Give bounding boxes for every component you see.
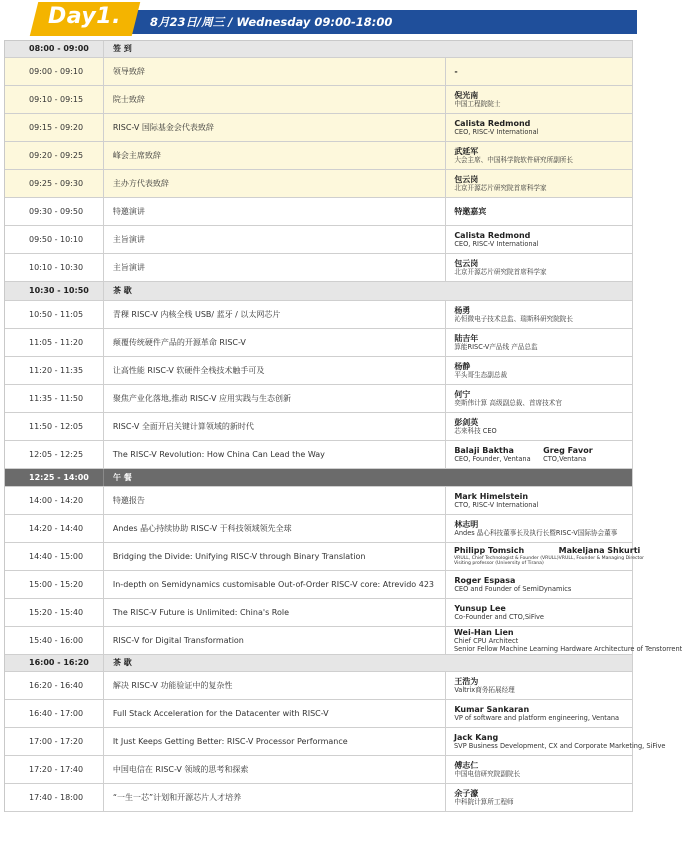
session-time: 14:40 - 15:00 [5, 543, 104, 570]
session-time: 17:00 - 17:20 [5, 728, 104, 755]
session-time: 10:10 - 10:30 [5, 254, 104, 281]
session-row [5, 114, 633, 142]
session-topic: 院士致辞 [104, 86, 446, 113]
session-topic: 中国电信在 RISC-V 领域的思考和探索 [104, 756, 446, 783]
session-speaker [446, 198, 633, 225]
session-topic: 解决 RISC-V 功能验证中的复杂性 [104, 672, 446, 699]
break-row [5, 655, 633, 672]
speaker-title: 中国电信研究院副院长 [454, 770, 521, 779]
speaker-name: Wei-Han Lien [454, 627, 514, 637]
session-speaker [446, 515, 633, 542]
session-speaker [446, 385, 633, 412]
session-row [5, 728, 666, 756]
speaker-name: 杨静 [454, 361, 471, 371]
speaker-name: Calista Redmond [454, 118, 531, 128]
speaker-title: CTO, RISC-V International [454, 501, 539, 510]
session-time: 15:00 - 15:20 [5, 571, 104, 598]
speaker-column [454, 446, 543, 464]
speaker-title: CEO, Founder, Ventana [454, 455, 531, 464]
speaker-name: Balaji Baktha [454, 445, 514, 455]
speaker-name: Kumar Sankaran [454, 704, 530, 714]
session-topic: 颠覆传统硬件产品的开源革命 RISC-V [104, 329, 446, 356]
session-row [5, 543, 645, 571]
speaker-name: Calista Redmond [454, 230, 531, 240]
session-row [5, 142, 633, 170]
session-topic: Full Stack Acceleration for the Datacenter with RISC-V [104, 700, 446, 727]
speaker-name: 武延军 [454, 146, 479, 156]
session-topic: In-depth on Semidynamics customisable Out-of-Order RISC-V core: Atrevido 423 [104, 571, 446, 598]
speaker-title: 北京开源芯片研究院首席科学家 [454, 268, 547, 277]
speaker-title-line2: Visiting professor (University of Tirana) [454, 561, 544, 567]
session-topic: 青稞 RISC-V 内核全栈 USB/ 蓝牙 / 以太网芯片 [104, 301, 446, 328]
session-row [5, 58, 633, 86]
speaker-title: Andes 晶心科技董事长及执行长暨RISC-V国际协会董事 [454, 529, 618, 538]
speaker-title: Chief CPU Architect [454, 637, 519, 646]
speaker-name: Mark Himelstein [454, 491, 529, 501]
session-row [5, 198, 633, 226]
speaker-title: VRULL, Chief Technologist & Founder (VRULL) [454, 555, 559, 561]
session-topic: RISC-V for Digital Transformation [104, 627, 446, 654]
session-row [5, 357, 633, 385]
session-speaker [446, 142, 633, 169]
session-row [5, 700, 633, 728]
session-topic: 领导致辞 [104, 58, 446, 85]
session-time: 17:40 - 18:00 [5, 784, 104, 811]
session-row [5, 627, 682, 655]
speaker-name: Yunsup Lee [454, 603, 506, 613]
speaker-name: 彭剑英 [454, 417, 479, 427]
session-time: 12:25 - 14:00 [5, 469, 104, 486]
session-time: 11:20 - 11:35 [5, 357, 104, 384]
session-speaker [446, 728, 666, 755]
session-topic: RISC-V 国际基金会代表致辞 [104, 114, 446, 141]
session-time: 08:00 - 09:00 [5, 41, 104, 57]
session-speaker [446, 170, 633, 197]
session-time: 09:20 - 09:25 [5, 142, 104, 169]
session-time: 16:00 - 16:20 [5, 655, 104, 671]
session-time: 09:30 - 09:50 [5, 198, 104, 225]
speaker-title: 奕斯伟计算 高级副总裁、首席技术官 [454, 399, 562, 408]
session-time: 09:15 - 09:20 [5, 114, 104, 141]
session-row [5, 441, 633, 469]
session-speaker [446, 357, 633, 384]
session-speaker [446, 672, 633, 699]
speaker-title: 沁恒微电子技术总监、瑞斯科研究院院长 [454, 315, 573, 324]
session-time: 17:20 - 17:40 [5, 756, 104, 783]
session-topic: RISC-V 全面开启关键计算领域的新时代 [104, 413, 446, 440]
session-time: 14:20 - 14:40 [5, 515, 104, 542]
session-speaker [446, 700, 633, 727]
session-speaker [446, 301, 633, 328]
session-speaker [446, 599, 633, 626]
speaker-name: Roger Espasa [454, 575, 516, 585]
speaker-title: SVP Business Development, CX and Corporate Marketing, SiFive [454, 742, 666, 751]
speaker-title: Valtrix商务拓展经理 [454, 686, 515, 695]
session-speaker [446, 627, 682, 654]
session-speaker [446, 543, 645, 570]
session-time: 11:50 - 12:05 [5, 413, 104, 440]
speaker-column [543, 446, 632, 464]
speaker-name: 特邀嘉宾 [454, 206, 487, 216]
speaker-pair [454, 546, 645, 567]
session-topic: The RISC-V Future is Unlimited: China's Role [104, 599, 446, 626]
speaker-title: 平头哥生态副总裁 [454, 371, 508, 380]
speaker-name: Greg Favor [543, 445, 593, 455]
session-time: 11:05 - 11:20 [5, 329, 104, 356]
session-time: 10:30 - 10:50 [5, 282, 104, 300]
session-speaker [446, 487, 633, 514]
speaker-title: 芯来科技 CEO [454, 427, 497, 436]
speaker-title: Co-Founder and CTO,SiFive [454, 613, 544, 622]
session-speaker [446, 756, 633, 783]
session-speaker [446, 413, 633, 440]
session-topic: 主办方代表致辞 [104, 170, 446, 197]
speaker-name: Makeljana Shkurti [558, 546, 641, 556]
speaker-name: - [454, 66, 458, 76]
session-time: 12:05 - 12:25 [5, 441, 104, 468]
speaker-title: 中科院计算所工程师 [454, 798, 514, 807]
session-time: 09:00 - 09:10 [5, 58, 104, 85]
session-row [5, 413, 633, 441]
speaker-title: 中国工程院院士 [454, 100, 501, 109]
session-time: 11:35 - 11:50 [5, 385, 104, 412]
session-topic: 主旨演讲 [104, 226, 446, 253]
session-row [5, 672, 633, 700]
session-time: 09:25 - 09:30 [5, 170, 104, 197]
session-row [5, 756, 633, 784]
speaker-title: CEO and Founder of SemiDynamics [454, 585, 572, 594]
session-row [5, 301, 633, 329]
break-row [5, 41, 633, 58]
session-speaker [446, 58, 633, 85]
speaker-name: 林志明 [454, 519, 479, 529]
session-topic: “一生一芯”计划和开源芯片人才培养 [104, 784, 446, 811]
session-row [5, 487, 633, 515]
session-row [5, 86, 633, 114]
speaker-name: 倪光南 [454, 90, 479, 100]
session-speaker [446, 114, 633, 141]
session-row [5, 254, 633, 282]
speaker-name: 陆吉年 [454, 333, 479, 343]
speaker-name: 何宁 [454, 389, 471, 399]
session-row [5, 226, 633, 254]
session-row [5, 571, 633, 599]
session-topic: 聚焦产业化落地,推动 RISC-V 应用实践与生态创新 [104, 385, 446, 412]
speaker-title: 大会主席、中国科学院软件研究所副所长 [454, 156, 573, 165]
session-speaker [446, 226, 633, 253]
speaker-title-line2: Senior Fellow Machine Learning Hardware Architecture of Tenstorrent [454, 645, 682, 654]
session-time: 15:20 - 15:40 [5, 599, 104, 626]
session-topic: 峰会主席致辞 [104, 142, 446, 169]
speaker-name: 王浩为 [454, 676, 479, 686]
session-speaker [446, 784, 633, 811]
speaker-name: 杨勇 [454, 305, 471, 315]
speaker-name: 包云岗 [454, 174, 479, 184]
session-topic: Andes 晶心持续协助 RISC-V 于科技领域领先全球 [104, 515, 446, 542]
session-row [5, 784, 633, 812]
break-label: 午 餐 [104, 469, 633, 486]
session-time: 15:40 - 16:00 [5, 627, 104, 654]
session-row [5, 599, 633, 627]
session-topic: It Just Keeps Getting Better: RISC-V Processor Performance [104, 728, 446, 755]
session-time: 09:50 - 10:10 [5, 226, 104, 253]
break-row [5, 282, 633, 301]
session-topic: 主旨演讲 [104, 254, 446, 281]
speaker-column [559, 546, 644, 567]
session-time: 14:00 - 14:20 [5, 487, 104, 514]
session-speaker [446, 571, 633, 598]
speaker-name: 傅志仁 [454, 760, 479, 770]
break-row [5, 469, 633, 487]
speaker-name: Philipp Tomsich [454, 546, 525, 556]
agenda-header [0, 0, 637, 38]
session-speaker [446, 441, 633, 468]
speaker-title: CEO, RISC-V International [454, 128, 539, 137]
speaker-column [454, 546, 559, 567]
session-topic: 让高性能 RISC-V 软硬件全栈技术触手可及 [104, 357, 446, 384]
session-topic: The RISC-V Revolution: How China Can Lead the Way [104, 441, 446, 468]
session-row [5, 170, 633, 198]
session-topic: Bridging the Divide: Unifying RISC-V through Binary Translation [104, 543, 446, 570]
speaker-title: VP of software and platform engineering, Ventana [454, 714, 620, 723]
break-label: 签 到 [104, 41, 633, 57]
session-time: 09:10 - 09:15 [5, 86, 104, 113]
session-time: 16:40 - 17:00 [5, 700, 104, 727]
speaker-title: 算能RISC-V产品线 产品总监 [454, 343, 538, 352]
speaker-title: CTO,Ventana [543, 455, 587, 464]
speaker-name: 包云岗 [454, 258, 479, 268]
speaker-name: Jack Kang [454, 732, 499, 742]
speaker-name: 余子濠 [454, 788, 479, 798]
session-row [5, 385, 633, 413]
session-topic: 特邀演讲 [104, 198, 446, 225]
speaker-pair [454, 446, 632, 464]
speaker-title: CEO, RISC-V International [454, 240, 539, 249]
session-time: 10:50 - 11:05 [5, 301, 104, 328]
day-title: Day1. [48, 4, 121, 29]
session-time: 16:20 - 16:40 [5, 672, 104, 699]
speaker-title: VRULL, Founder & Managing Director [558, 555, 645, 561]
schedule-table [4, 40, 682, 812]
speaker-title: 北京开源芯片研究院首席科学家 [454, 184, 547, 193]
session-speaker [446, 86, 633, 113]
session-topic: 特邀报告 [104, 487, 446, 514]
session-speaker [446, 329, 633, 356]
break-label: 茶 歇 [104, 282, 633, 300]
session-speaker [446, 254, 633, 281]
header-date: 8月23日/周三 / Wednesday 09:00-18:00 [150, 15, 393, 29]
session-row [5, 515, 633, 543]
session-row [5, 329, 633, 357]
break-label: 茶 歇 [104, 655, 633, 671]
